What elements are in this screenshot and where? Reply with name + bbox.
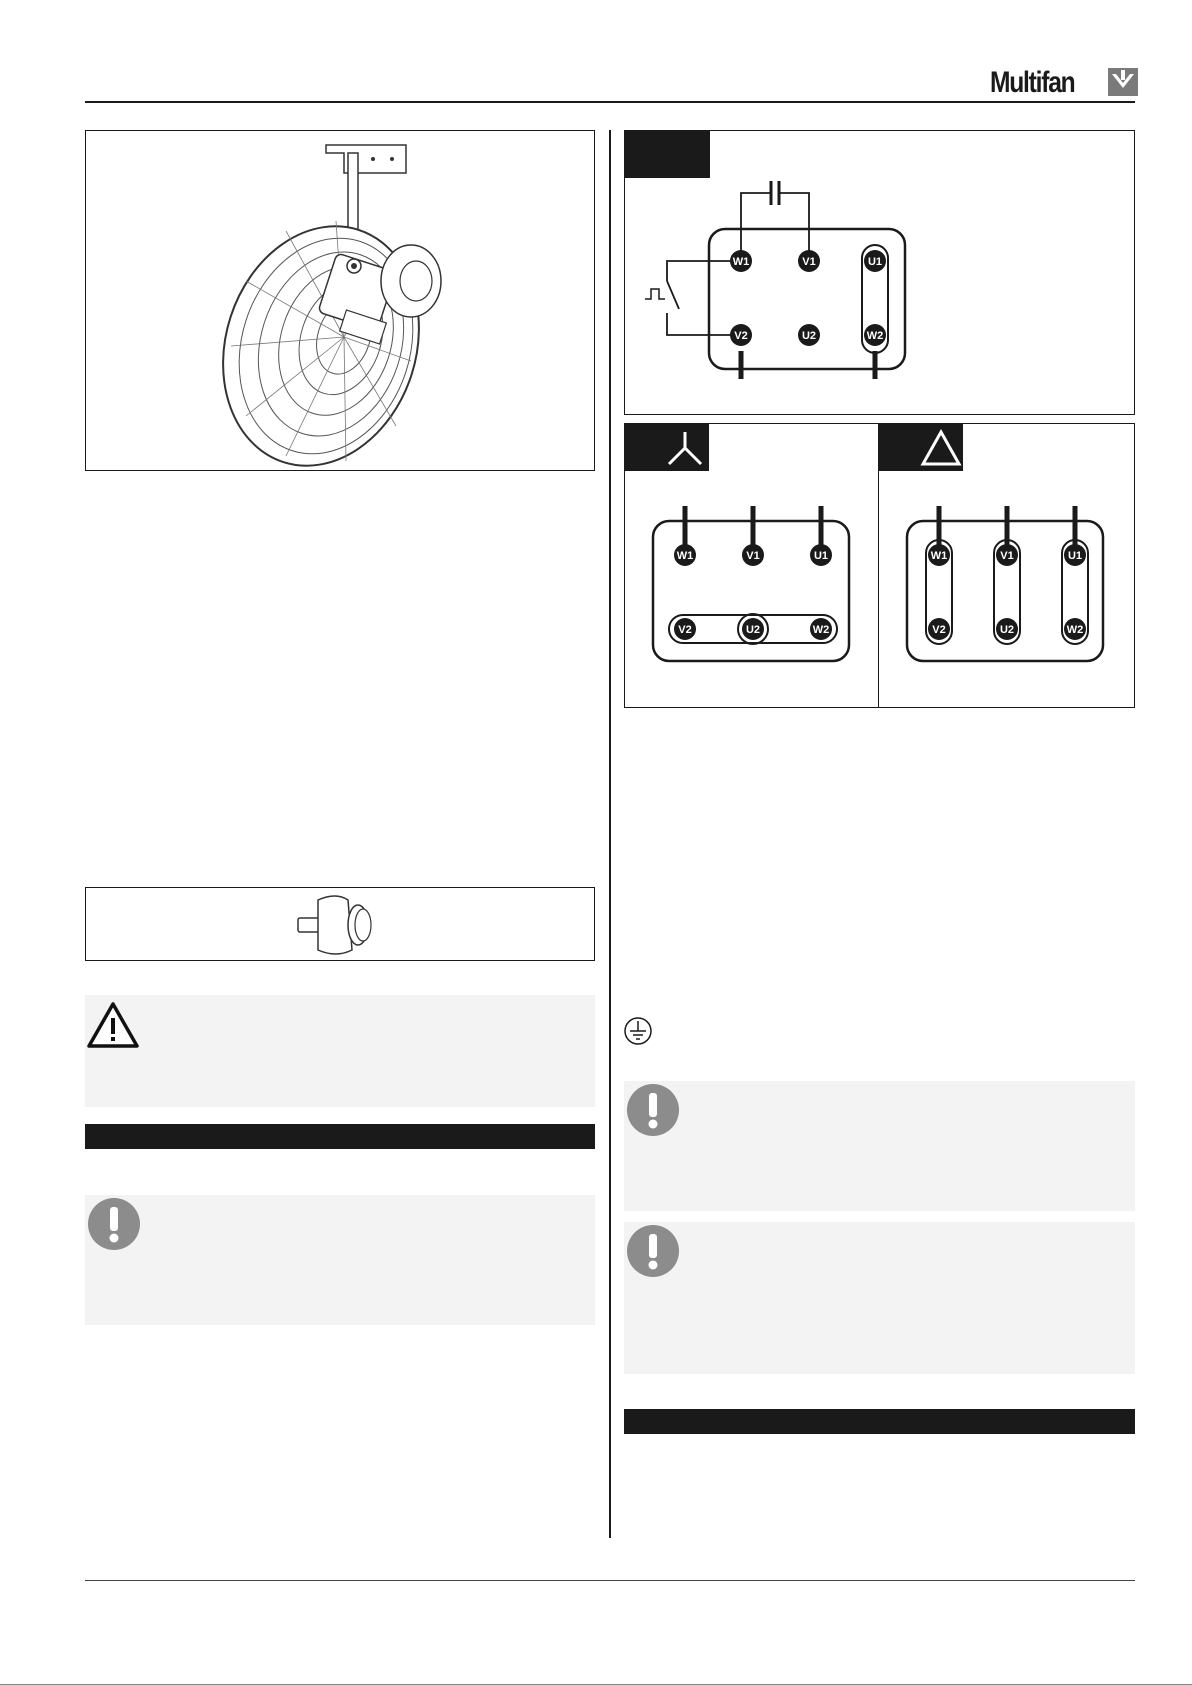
- section-heading-bar: [624, 1409, 1135, 1434]
- terminal-w1: W1: [930, 550, 948, 562]
- exclamation-circle-icon: [626, 1083, 680, 1137]
- earth-ground-icon: [623, 1016, 653, 1046]
- terminal-u1: U1: [1067, 550, 1083, 562]
- caution-note: [624, 1222, 1135, 1374]
- terminal-v1: V1: [1000, 550, 1014, 562]
- warning-note: [85, 995, 595, 1107]
- terminal-v2: V2: [678, 624, 692, 636]
- caution-note: [85, 1195, 595, 1325]
- brand-name: Multifan: [990, 66, 1075, 99]
- delta-terminal-diagram: [879, 424, 1136, 709]
- terminal-u2: U2: [745, 624, 761, 636]
- terminal-w1: W1: [732, 256, 750, 268]
- terminal-u2: U2: [801, 330, 817, 342]
- header-rule: [85, 101, 1135, 103]
- terminal-v1: V1: [746, 550, 760, 562]
- three-phase-wiring-frame: [624, 423, 1135, 708]
- exclamation-circle-icon: [87, 1197, 141, 1251]
- ceiling-fan-illustration: [86, 131, 596, 472]
- warning-triangle-icon: [87, 1001, 139, 1049]
- switch-illustration-frame: [85, 887, 595, 961]
- terminal-w2: W2: [866, 330, 884, 342]
- single-phase-terminal-diagram: [625, 131, 1136, 416]
- brand-arrow-icon: [1108, 68, 1138, 98]
- rotary-switch-illustration: [86, 888, 596, 962]
- terminal-w1: W1: [676, 550, 694, 562]
- terminal-v2: V2: [734, 330, 748, 342]
- section-heading-bar: [85, 1124, 595, 1149]
- column-divider: [609, 130, 611, 1538]
- fan-illustration-frame: [85, 130, 595, 471]
- star-terminal-diagram: [625, 424, 878, 709]
- single-phase-wiring-frame: [624, 130, 1135, 415]
- terminal-u1: U1: [813, 550, 829, 562]
- terminal-v2: V2: [932, 624, 946, 636]
- terminal-v1: V1: [802, 256, 816, 268]
- terminal-u1: U1: [867, 256, 883, 268]
- terminal-w2: W2: [812, 624, 830, 636]
- footer-rule: [85, 1580, 1135, 1581]
- caution-note: [624, 1081, 1135, 1211]
- terminal-u2: U2: [999, 624, 1015, 636]
- terminal-w2: W2: [1066, 624, 1084, 636]
- exclamation-circle-icon: [626, 1224, 680, 1278]
